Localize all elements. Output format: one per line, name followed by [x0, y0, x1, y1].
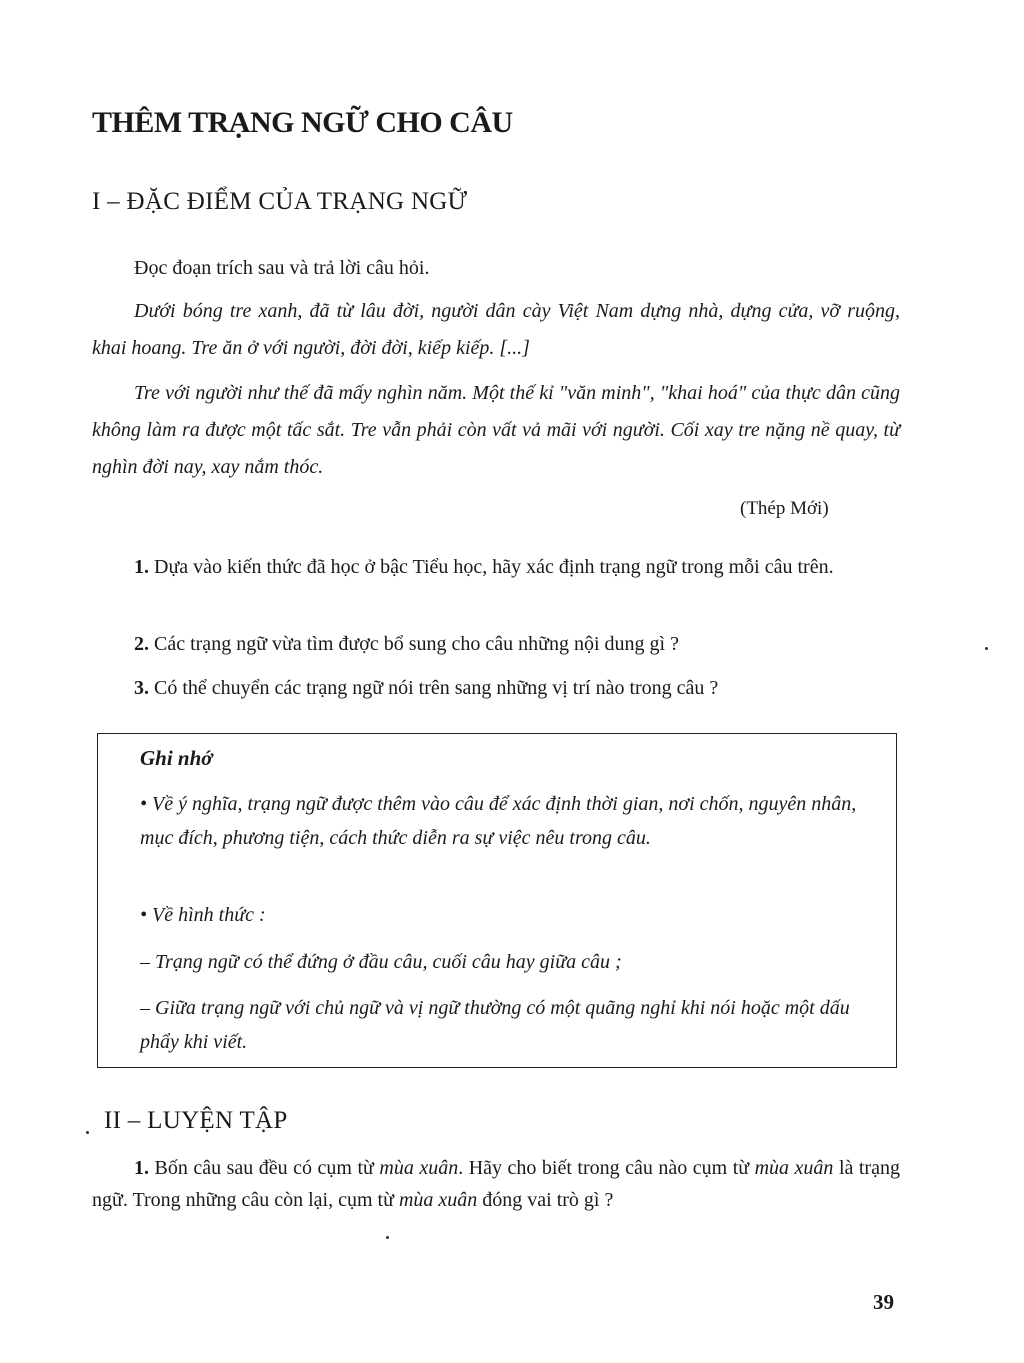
question-text: Có thể chuyển các trạng ngữ nói trên sang những vị trí nào trong câu ? — [154, 677, 719, 699]
exercise-1 — [92, 1152, 900, 1216]
exercise-text: . Hãy cho biết trong câu nào cụm từ — [458, 1157, 755, 1179]
excerpt-source: (Thép Mới) — [740, 498, 829, 519]
memo-item-position: – Trạng ngữ có thể đứng ở đầu câu, cuối câu hay giữa câu ; — [140, 951, 622, 973]
question-1 — [92, 550, 900, 584]
page-number: 39 — [873, 1290, 894, 1314]
scan-speck — [985, 647, 988, 650]
emphasis-term: mùa xuân — [398, 1189, 478, 1211]
memo-title: Ghi nhớ — [140, 746, 213, 770]
exercise-text: đóng vai trò gì ? — [477, 1189, 614, 1211]
memo-item-form: • Về hình thức : — [140, 904, 266, 926]
section-heading-practice: II – LUYỆN TẬP — [104, 1107, 288, 1134]
excerpt-paragraph-1: Dưới bóng tre xanh, đã từ lâu đời, người dân cày Việt Nam dựng nhà, dựng cửa, vỡ ruộng, khai hoang. Tre ăn ở với người, đời đời, kiếp kiếp. [...] — [92, 300, 900, 359]
question-3 — [92, 671, 900, 705]
page-title: THÊM TRẠNG NGỮ CHO CÂU — [92, 106, 513, 139]
question-number: 1. — [134, 556, 149, 578]
exercise-text: là trạng ngữ. Trong những câu còn lại, cụm từ — [92, 1157, 900, 1211]
exercise-text: Bốn câu sau đều có cụm từ — [149, 1157, 380, 1179]
question-text: Các trạng ngữ vừa tìm được bổ sung cho câu những nội dung gì ? — [154, 633, 679, 655]
memo-box — [97, 733, 897, 1068]
question-number: 2. — [134, 633, 149, 655]
question-text: Dựa vào kiến thức đã học ở bậc Tiểu học, hãy xác định trạng ngữ trong mỗi câu trên. — [154, 556, 834, 578]
memo-item-meaning: • Về ý nghĩa, trạng ngữ được thêm vào câu để xác định thời gian, nơi chốn, nguyên nhân, mục đích, phương tiện, cách thức diễn ra sự việc nêu trong câu. — [140, 793, 857, 849]
scan-speck — [386, 1236, 389, 1239]
memo-item-pause: – Giữa trạng ngữ với chủ ngữ và vị ngữ thường có một quãng nghỉ khi nói hoặc một dấu phẩy khi viết. — [140, 997, 850, 1053]
instruction-text: Đọc đoạn trích sau và trả lời câu hỏi. — [134, 257, 430, 279]
question-number: 3. — [134, 677, 149, 699]
scan-speck — [86, 1131, 89, 1134]
emphasis-term: mùa xuân — [754, 1157, 834, 1179]
question-2 — [92, 627, 900, 661]
section-heading-features: I – ĐẶC ĐIỂM CỦA TRẠNG NGỮ — [92, 188, 468, 215]
emphasis-term: mùa xuân — [379, 1157, 459, 1179]
excerpt-paragraph-2: Tre với người như thế đã mấy nghìn năm. Một thế kỉ "văn minh", "khai hoá" của thực dân cũng không làm ra được một tấc sắt. Tre vẫn phải còn vất vả mãi với người. Cối xay tre nặng nề quay, từ nghìn đời nay, xay nắm thóc. — [92, 382, 900, 478]
exercise-number: 1. — [134, 1157, 149, 1179]
